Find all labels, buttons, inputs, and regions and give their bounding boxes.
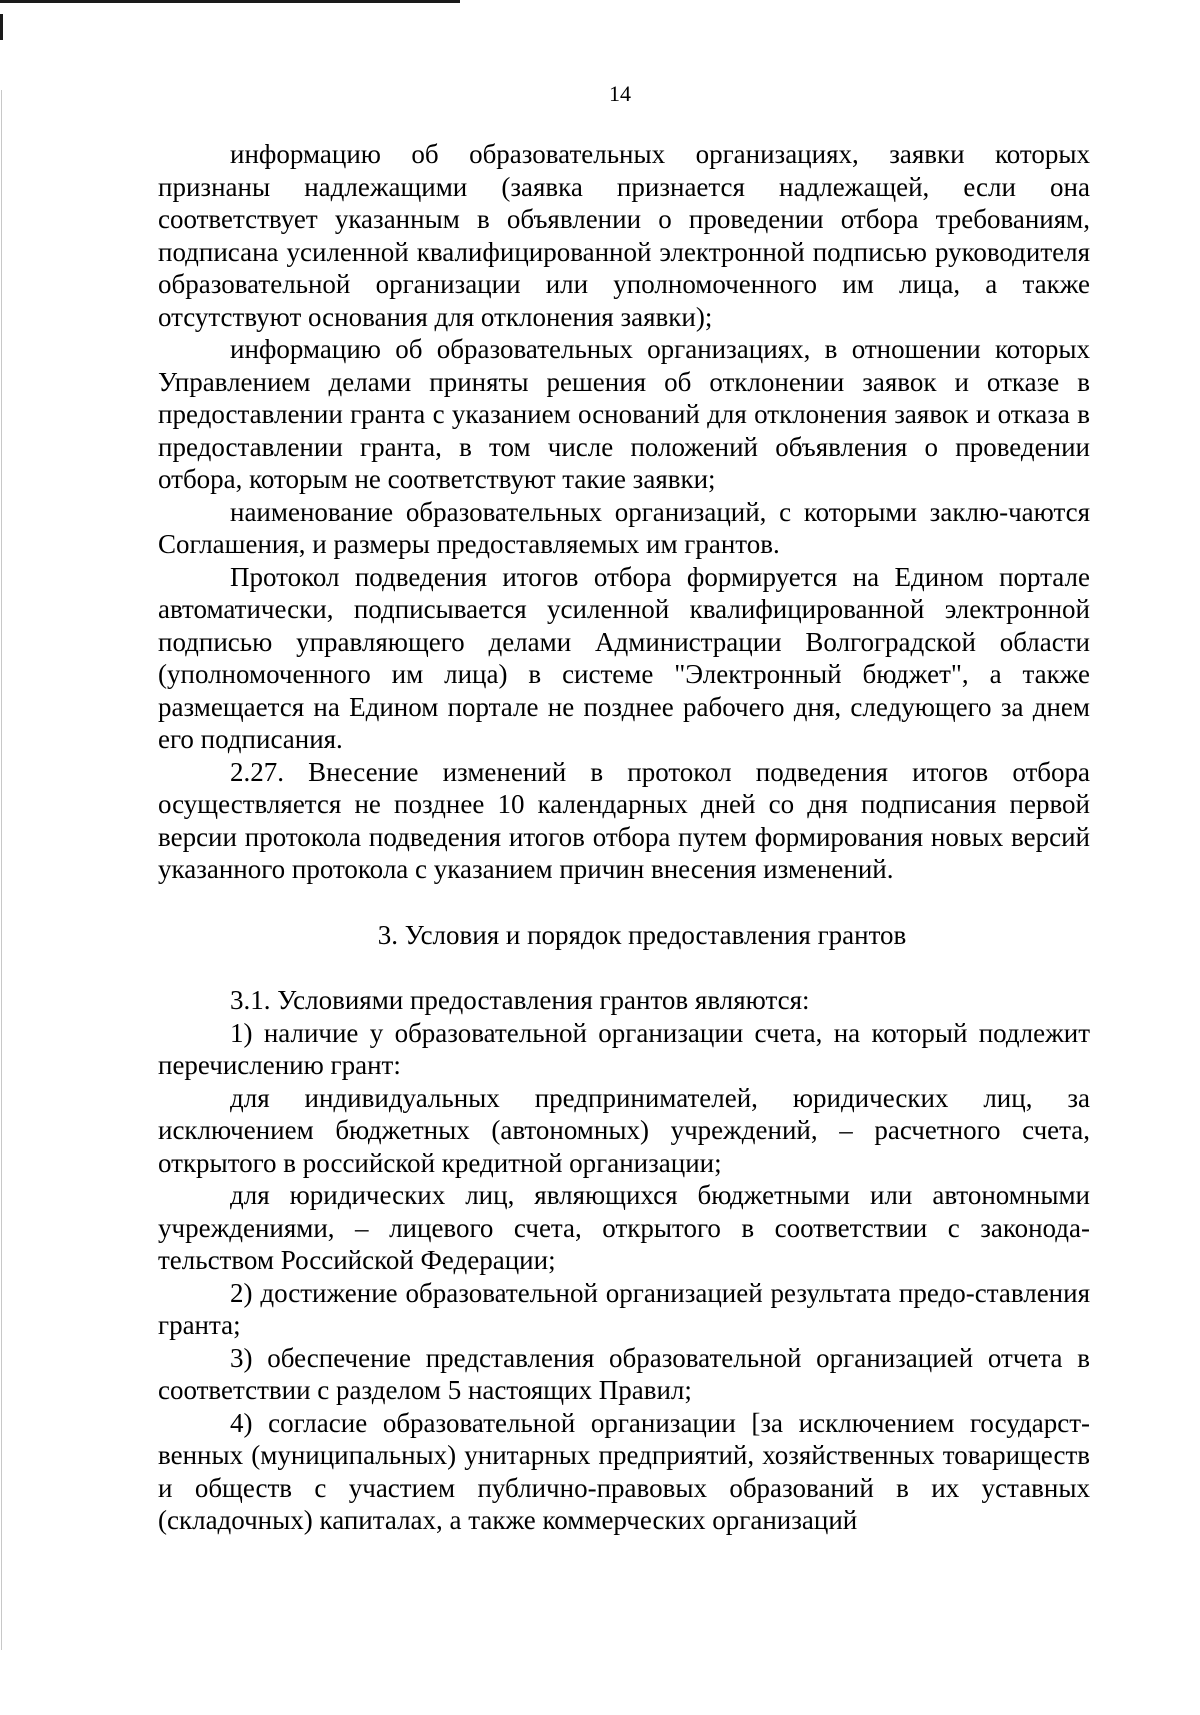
list-item-1: 1) наличие у образовательной организации счета, на который подлежит перечислению грант:: [158, 1017, 1090, 1080]
list-item-4: 4) согласие образовательной организации [за исключением государст-венных (муниципальных) унитарных предприятий, хозяйственных товариществ и обществ с участием публично-правовых образований в их уставных (складочных) капиталах, а также коммерческих организаций: [158, 1407, 1090, 1535]
paragraph-protocol-formation: Протокол подведения итогов отбора формируется на Едином портале автоматически, подписывается усиленной квалифицированной электронной подписью управляющего делами Администрации Волгоградской области (уполномоченного им лица) в системе "Электронный бюджет", а также размещается на Едином портале не позднее рабочего дня, следующего за днем его подписания.: [158, 561, 1090, 754]
paragraph-settlement-account: для индивидуальных предпринимателей, юридических лиц, за исключением бюджетных (автономных) учреждений, – расчетного счета, открытого в российской кредитной организации;: [158, 1082, 1090, 1178]
list-item-3: 3) обеспечение представления образовательной организацией отчета в соответствии с разделом 5 настоящих Правил;: [158, 1342, 1090, 1405]
scan-border-line: [0, 0, 460, 3]
paragraph-personal-account: для юридических лиц, являющихся бюджетными или автономными учреждениями, – лицевого счета, открытого в соответствии с законода-тельством Российской Федерации;: [158, 1180, 1090, 1275]
scan-edge-shadow: [1, 90, 2, 1650]
page-number: 14: [609, 81, 631, 106]
paragraph-2-27: 2.27. Внесение изменений в протокол подведения итогов отбора осуществляется не позднее 10 календарных дней со дня подписания первой версии протокола подведения итогов отбора путем формирования новых версий указанного протокола с указанием причин внесения изменений.: [158, 756, 1090, 884]
paragraph-grant-recipients: наименование образовательных организаций, с которыми заклю-чаются Соглашения, и размеры предоставляемых им грантов.: [158, 496, 1090, 559]
paragraph-rejected-applications: информацию об образовательных организациях, в отношении которых Управлением делами приняты решения об отклонении заявок и отказе в предоставлении гранта с указанием оснований для отклонения заявок и отказа в предоставлении гранта, в том числе положений объявления о проведении отбора, которым не соответствуют такие заявки;: [158, 334, 1090, 494]
section-heading: 3. Условия и порядок предоставления грантов: [377, 919, 907, 950]
paragraph-admitted-applications: информацию об образовательных организациях, заявки которых признаны надлежащими (заявка признается надлежащей, если она соответствует указанным в объявлении о проведении отбора требованиям, подписана усиленной квалифицированной электронной подписью руководителя образовательной организации или уполномоченного им лица, а также отсутствуют основания для отклонения заявки);: [158, 139, 1090, 332]
paragraph-3-1: 3.1. Условиями предоставления грантов являются:: [230, 985, 810, 1015]
document-body: [158, 138, 1090, 1537]
scan-edge-mark: [0, 14, 3, 40]
list-item-2: 2) достижение образовательной организацией результата предо-ставления гранта;: [158, 1277, 1090, 1340]
